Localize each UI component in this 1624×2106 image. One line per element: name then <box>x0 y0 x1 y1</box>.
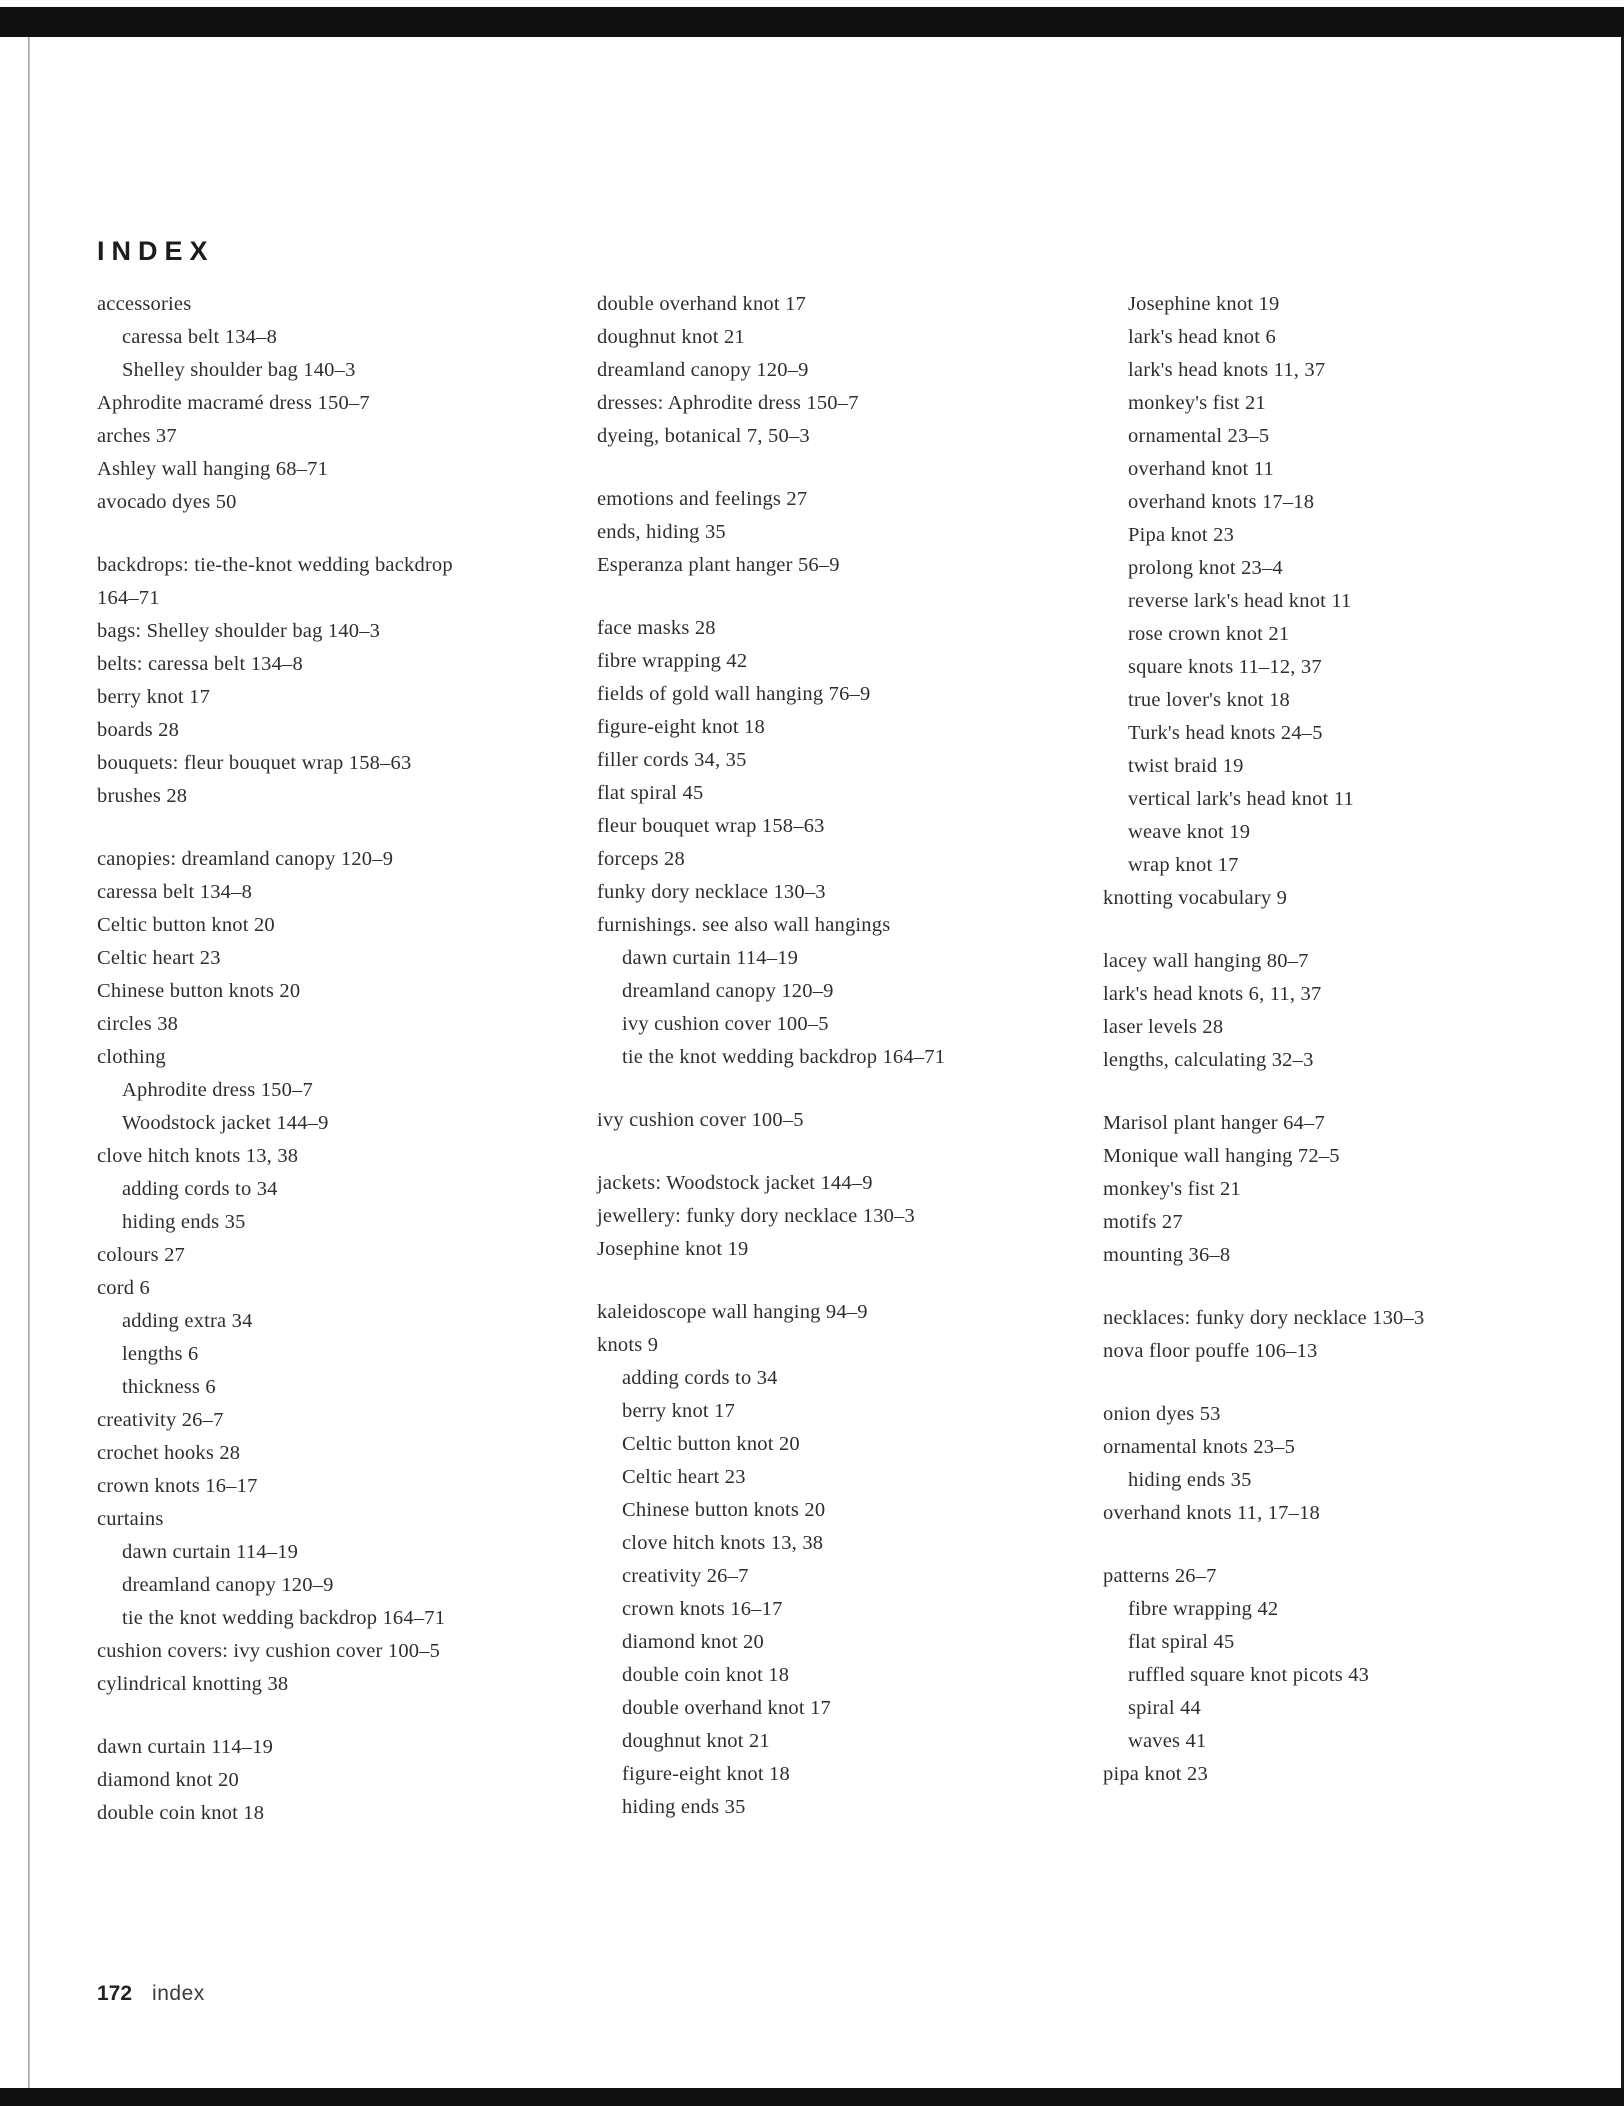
index-entry: double overhand knot 17 <box>622 1697 831 1719</box>
index-entry: funky dory necklace 130–3 <box>597 881 826 903</box>
index-entry: overhand knots 17–18 <box>1128 491 1315 513</box>
index-entry: avocado dyes 50 <box>97 491 237 513</box>
index-entry: bags: Shelley shoulder bag 140–3 <box>97 620 381 642</box>
index-entry: doughnut knot 21 <box>622 1730 770 1752</box>
index-entry: fibre wrapping 42 <box>597 650 748 672</box>
index-entry: lacey wall hanging 80–7 <box>1103 950 1309 972</box>
index-group <box>597 288 1077 453</box>
index-entry: cord 6 <box>97 1277 151 1299</box>
index-entry: creativity 26–7 <box>97 1409 224 1431</box>
index-entry: Celtic heart 23 <box>97 947 221 969</box>
top-edge-bar <box>0 7 1624 37</box>
index-entry: bouquets: fleur bouquet wrap 158–63 <box>97 752 412 774</box>
page-footer <box>97 1982 205 2006</box>
index-entry: ivy cushion cover 100–5 <box>597 1109 804 1131</box>
index-group <box>1103 1398 1583 1530</box>
index-entry: figure-eight knot 18 <box>622 1763 790 1785</box>
index-entry: Josephine knot 19 <box>1128 293 1280 315</box>
index-entry: ornamental 23–5 <box>1128 425 1270 447</box>
index-entry: crown knots 16–17 <box>622 1598 783 1620</box>
index-entry: fleur bouquet wrap 158–63 <box>597 815 825 837</box>
index-group <box>1103 1302 1583 1368</box>
index-group <box>597 1296 1077 1824</box>
index-entry: lark's head knots 6, 11, 37 <box>1103 983 1322 1005</box>
index-entry: hiding ends 35 <box>1128 1469 1252 1491</box>
index-entry: double coin knot 18 <box>622 1664 790 1686</box>
index-entry: figure-eight knot 18 <box>597 716 765 738</box>
index-column-3 <box>1103 288 1583 1791</box>
index-entry: dawn curtain 114–19 <box>97 1736 274 1758</box>
index-entry: waves 41 <box>1128 1730 1207 1752</box>
index-entry: lengths 6 <box>122 1343 199 1365</box>
index-entry: Aphrodite dress 150–7 <box>122 1079 313 1101</box>
index-entry: kaleidoscope wall hanging 94–9 <box>597 1301 868 1323</box>
index-entry: belts: caressa belt 134–8 <box>97 653 303 675</box>
index-entry: true lover's knot 18 <box>1128 689 1290 711</box>
top-page-gap <box>0 0 1624 7</box>
index-entry: backdrops: tie-the-knot wedding backdrop <box>97 554 453 576</box>
index-entry: Turk's head knots 24–5 <box>1128 722 1323 744</box>
index-entry: square knots 11–12, 37 <box>1128 656 1322 678</box>
index-entry: vertical lark's head knot 11 <box>1128 788 1354 810</box>
index-entry: crochet hooks 28 <box>97 1442 241 1464</box>
index-entry: lengths, calculating 32–3 <box>1103 1049 1314 1071</box>
index-entry: diamond knot 20 <box>97 1769 239 1791</box>
index-entry: Monique wall hanging 72–5 <box>1103 1145 1340 1167</box>
index-entry: Ashley wall hanging 68–71 <box>97 458 329 480</box>
index-entry: wrap knot 17 <box>1128 854 1239 876</box>
index-entry: face masks 28 <box>597 617 716 639</box>
index-entry: adding extra 34 <box>122 1310 253 1332</box>
index-entry: hiding ends 35 <box>122 1211 246 1233</box>
footer-label: index <box>152 1982 205 2005</box>
index-entry: crown knots 16–17 <box>97 1475 258 1497</box>
index-entry: overhand knot 11 <box>1128 458 1274 480</box>
index-entry: caressa belt 134–8 <box>97 881 253 903</box>
index-entry: monkey's fist 21 <box>1128 392 1266 414</box>
index-entry: brushes 28 <box>97 785 188 807</box>
index-entry: prolong knot 23–4 <box>1128 557 1283 579</box>
index-entry: dyeing, botanical 7, 50–3 <box>597 425 810 447</box>
index-entry: knots 9 <box>597 1334 659 1356</box>
index-entry: clove hitch knots 13, 38 <box>622 1532 824 1554</box>
index-entry: accessories <box>97 293 192 315</box>
index-entry: berry knot 17 <box>97 686 211 708</box>
index-entry: hiding ends 35 <box>622 1796 746 1818</box>
index-entry: Celtic button knot 20 <box>622 1433 800 1455</box>
index-entry: cylindrical knotting 38 <box>97 1673 289 1695</box>
index-column-1 <box>97 288 577 1830</box>
index-entry: curtains <box>97 1508 164 1530</box>
index-entry: clove hitch knots 13, 38 <box>97 1145 299 1167</box>
index-entry: motifs 27 <box>1103 1211 1183 1233</box>
left-page-edge <box>28 37 30 2088</box>
index-entry: boards 28 <box>97 719 180 741</box>
index-entry: Aphrodite macramé dress 150–7 <box>97 392 370 414</box>
index-group <box>97 1731 577 1830</box>
index-entry: double overhand knot 17 <box>597 293 806 315</box>
index-entry: ends, hiding 35 <box>597 521 726 543</box>
index-entry: Celtic button knot 20 <box>97 914 275 936</box>
index-entry: Celtic heart 23 <box>622 1466 746 1488</box>
index-group <box>597 612 1077 1074</box>
index-entry: mounting 36–8 <box>1103 1244 1231 1266</box>
index-entry: tie the knot wedding backdrop 164–71 <box>622 1046 946 1068</box>
index-entry: circles 38 <box>97 1013 179 1035</box>
index-entry: jackets: Woodstock jacket 144–9 <box>597 1172 873 1194</box>
index-entry: lark's head knots 11, 37 <box>1128 359 1326 381</box>
index-entry: dawn curtain 114–19 <box>122 1541 299 1563</box>
index-entry: monkey's fist 21 <box>1103 1178 1241 1200</box>
index-entry: ruffled square knot picots 43 <box>1128 1664 1370 1686</box>
index-entry: clothing <box>97 1046 166 1068</box>
index-entry: caressa belt 134–8 <box>122 326 278 348</box>
index-entry: Shelley shoulder bag 140–3 <box>122 359 356 381</box>
index-entry: doughnut knot 21 <box>597 326 745 348</box>
index-group <box>97 288 577 519</box>
index-entry: arches 37 <box>97 425 177 447</box>
index-entry: onion dyes 53 <box>1103 1403 1221 1425</box>
index-entry: adding cords to 34 <box>122 1178 278 1200</box>
index-entry: necklaces: funky dory necklace 130–3 <box>1103 1307 1425 1329</box>
index-column-2 <box>597 288 1077 1824</box>
index-entry: creativity 26–7 <box>622 1565 749 1587</box>
index-group <box>1103 1107 1583 1272</box>
index-group <box>597 1104 1077 1137</box>
page-title: INDEX <box>97 236 215 267</box>
index-entry: lark's head knot 6 <box>1128 326 1276 348</box>
index-entry: ornamental knots 23–5 <box>1103 1436 1296 1458</box>
page-number: 172 <box>97 1982 133 2005</box>
index-entry: thickness 6 <box>122 1376 216 1398</box>
index-entry: adding cords to 34 <box>622 1367 778 1389</box>
index-entry: 164–71 <box>97 587 160 609</box>
index-entry: spiral 44 <box>1128 1697 1201 1719</box>
index-entry: jewellery: funky dory necklace 130–3 <box>597 1205 916 1227</box>
index-entry: laser levels 28 <box>1103 1016 1224 1038</box>
index-entry: ivy cushion cover 100–5 <box>622 1013 829 1035</box>
index-group <box>1103 1560 1583 1791</box>
index-entry: rose crown knot 21 <box>1128 623 1290 645</box>
index-entry: colours 27 <box>97 1244 185 1266</box>
index-entry: Woodstock jacket 144–9 <box>122 1112 329 1134</box>
index-group <box>597 1167 1077 1266</box>
index-entry: Josephine knot 19 <box>597 1238 749 1260</box>
index-entry: double coin knot 18 <box>97 1802 265 1824</box>
index-entry: knotting vocabulary 9 <box>1103 887 1288 909</box>
index-entry: Chinese button knots 20 <box>622 1499 826 1521</box>
index-group <box>1103 945 1583 1077</box>
index-entry: emotions and feelings 27 <box>597 488 808 510</box>
index-entry: cushion covers: ivy cushion cover 100–5 <box>97 1640 441 1662</box>
index-entry: Chinese button knots 20 <box>97 980 301 1002</box>
index-entry: reverse lark's head knot 11 <box>1128 590 1352 612</box>
index-entry: forceps 28 <box>597 848 685 870</box>
index-entry: dreamland canopy 120–9 <box>597 359 809 381</box>
index-entry: pipa knot 23 <box>1103 1763 1208 1785</box>
index-entry: overhand knots 11, 17–18 <box>1103 1502 1320 1524</box>
index-entry: dreamland canopy 120–9 <box>622 980 834 1002</box>
index-entry: weave knot 19 <box>1128 821 1251 843</box>
index-entry: furnishings. see also wall hangings <box>597 914 891 936</box>
index-entry: patterns 26–7 <box>1103 1565 1217 1587</box>
index-entry: fields of gold wall hanging 76–9 <box>597 683 871 705</box>
index-entry: Marisol plant hanger 64–7 <box>1103 1112 1325 1134</box>
index-entry: flat spiral 45 <box>597 782 704 804</box>
index-entry: fibre wrapping 42 <box>1128 1598 1279 1620</box>
index-entry: tie the knot wedding backdrop 164–71 <box>122 1607 446 1629</box>
index-entry: Pipa knot 23 <box>1128 524 1235 546</box>
index-entry: Esperanza plant hanger 56–9 <box>597 554 840 576</box>
index-entry: berry knot 17 <box>622 1400 736 1422</box>
index-group <box>97 549 577 813</box>
index-entry: dreamland canopy 120–9 <box>122 1574 334 1596</box>
index-entry: canopies: dreamland canopy 120–9 <box>97 848 394 870</box>
index-entry: dawn curtain 114–19 <box>622 947 799 969</box>
index-entry: twist braid 19 <box>1128 755 1244 777</box>
index-entry: nova floor pouffe 106–13 <box>1103 1340 1318 1362</box>
index-entry: diamond knot 20 <box>622 1631 764 1653</box>
bottom-edge-bar <box>0 2088 1624 2106</box>
index-group <box>97 843 577 1701</box>
index-entry: dresses: Aphrodite dress 150–7 <box>597 392 859 414</box>
index-group <box>597 483 1077 582</box>
index-entry: filler cords 34, 35 <box>597 749 747 771</box>
index-group <box>1103 288 1583 915</box>
index-entry: flat spiral 45 <box>1128 1631 1235 1653</box>
